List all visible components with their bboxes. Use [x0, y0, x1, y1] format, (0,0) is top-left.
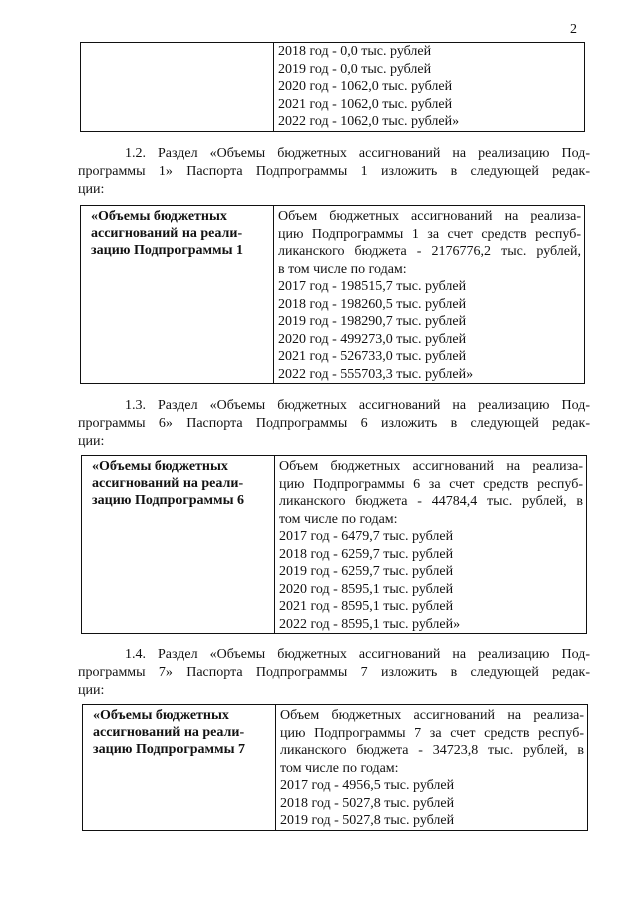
- table-value-cell: Объем бюджетных ассигнований на реализа- цию Подпрограммы 7 за счет средств респуб- ликанского бюджета - 34723,8 тыс. рублей, в том числе по годам: 2017 год - 4956,5 тыс. рублей 2018 год - 5027,8 тыс. рублей 2019 год - 5027,8 тыс. рублей: [276, 705, 588, 831]
- funding-table-subprogram-1: [80, 205, 585, 384]
- year-line: 2017 год - 198515,7 тыс. рублей: [278, 279, 467, 294]
- section-1-2-heading: 1.2. Раздел «Объемы бюджетных ассигнований на реализацию Под- программы 1» Паспорта Подпрограммы 1 изложить в следующей редак- ции:: [78, 146, 590, 197]
- year-line: 2022 год - 8595,1 тыс. рублей»: [279, 616, 461, 632]
- section-1-3-heading: 1.3. Раздел «Объемы бюджетных ассигнований на реализацию Под- программы 6» Паспорта Подпрограммы 6 изложить в следующей редак- ции:: [78, 398, 590, 449]
- table-label-cell: [81, 43, 274, 132]
- funding-table-subprogram-7: [82, 704, 588, 831]
- year-line: 2019 год - 0,0 тыс. рублей: [278, 61, 432, 77]
- year-line: 2022 год - 1062,0 тыс. рублей»: [278, 114, 460, 129]
- table-label-cell: «Объемы бюджетных ассигнований на реали- зацию Подпрограммы 6: [82, 456, 275, 634]
- year-line: 2018 год - 5027,8 тыс. рублей: [280, 795, 455, 811]
- table-value-cell: Объем бюджетных ассигнований на реализа- цию Подпрограммы 6 за счет средств респуб- ликанского бюджета - 44784,4 тыс. рублей, в том числе по годам: 2017 год - 6479,7 тыс. рублей 2018 год - 6259,7 тыс. рублей 2019 год - 6259,7 тыс. рублей 2020 год - 8595,1 тыс. рублей 2021 год - 8595,1 тыс. рублей 2022 год - 8595,1 тыс. рублей»: [275, 456, 587, 634]
- year-line: 2020 год - 8595,1 тыс. рублей: [279, 581, 454, 597]
- year-line: 2021 год - 526733,0 тыс. рублей: [278, 349, 467, 364]
- year-line: 2019 год - 5027,8 тыс. рублей: [280, 813, 455, 828]
- page-number: 2: [570, 22, 577, 37]
- table-label-cell: «Объемы бюджетных ассигнований на реали- зацию Подпрограммы 1: [81, 206, 274, 384]
- table-value-cell: Объем бюджетных ассигнований на реализа- цию Подпрограммы 1 за счет средств респуб- ликанского бюджета - 2176776,2 тыс. рублей, в том числе по годам: 2017 год - 198515,7 тыс. рублей 2018 год - 198260,5 тыс. рублей 2019 год - 198290,7 тыс. рублей 2020 год - 499273,0 тыс. рублей 2021 год - 526733,0 тыс. рублей 2022 год - 555703,3 тыс. рублей»: [274, 206, 585, 384]
- year-line: 2018 год - 6259,7 тыс. рублей: [279, 546, 454, 562]
- year-line: 2021 год - 8595,1 тыс. рублей: [279, 599, 454, 614]
- section-1-4-heading: 1.4. Раздел «Объемы бюджетных ассигнований на реализацию Под- программы 7» Паспорта Подпрограммы 7 изложить в следующей редак- ции:: [78, 647, 590, 698]
- year-line: 2020 год - 1062,0 тыс. рублей: [278, 79, 453, 94]
- year-line: 2018 год - 0,0 тыс. рублей: [278, 44, 432, 59]
- funding-table-subprogram-6: [81, 455, 587, 634]
- year-line: 2018 год - 198260,5 тыс. рублей: [278, 296, 467, 312]
- year-line: 2017 год - 6479,7 тыс. рублей: [279, 529, 454, 544]
- funding-table-continued: [80, 42, 585, 132]
- year-line: 2017 год - 4956,5 тыс. рублей: [280, 778, 455, 793]
- year-line: 2020 год - 499273,0 тыс. рублей: [278, 331, 467, 347]
- table-value-cell: [274, 43, 585, 132]
- year-line: 2019 год - 6259,7 тыс. рублей: [279, 564, 454, 579]
- table-label-cell: «Объемы бюджетных ассигнований на реали- зацию Подпрограммы 7: [83, 705, 276, 831]
- year-line: 2022 год - 555703,3 тыс. рублей»: [278, 366, 474, 382]
- year-line: 2021 год - 1062,0 тыс. рублей: [278, 96, 453, 112]
- year-line: 2019 год - 198290,7 тыс. рублей: [278, 314, 467, 329]
